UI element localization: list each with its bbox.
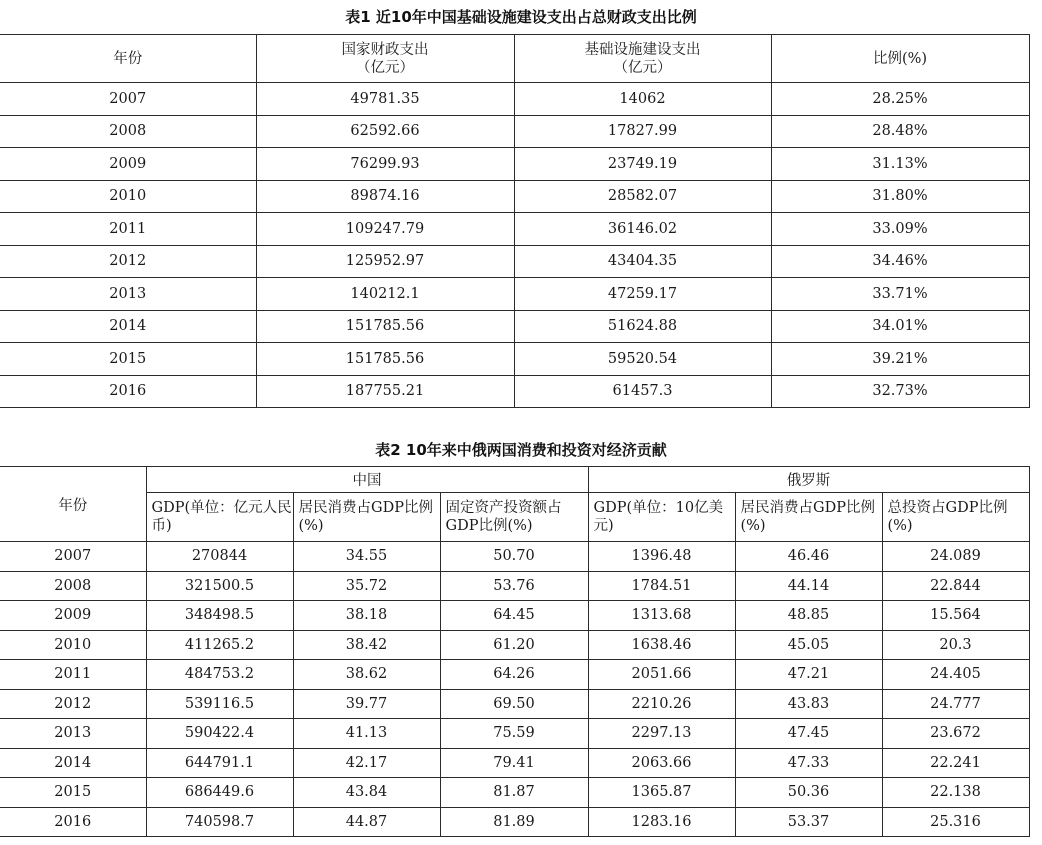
table2-cell-cn-gdp: 740598.7 xyxy=(146,807,293,837)
table2-cell-cn-gdp: 321500.5 xyxy=(146,571,293,601)
table2-cell-cn-gdp: 539116.5 xyxy=(146,689,293,719)
table1-header-fiscal-line1: 国家财政支出 xyxy=(341,41,429,58)
table1-caption: 表1 近10年中国基础设施建设支出占总财政支出比例 xyxy=(345,8,697,26)
table2-cell-ru-consumption: 53.37 xyxy=(735,807,882,837)
table1-cell-year: 2007 xyxy=(0,83,256,116)
table-row xyxy=(0,375,1029,408)
table2-cell-cn-investment: 75.59 xyxy=(440,719,588,749)
table1-cell-ratio: 33.71% xyxy=(771,278,1029,311)
table2-cell-cn-consumption: 42.17 xyxy=(293,748,440,778)
table2-cell-ru-consumption: 50.36 xyxy=(735,778,882,808)
table2-cell-ru-investment: 24.405 xyxy=(882,660,1029,690)
table-row xyxy=(0,245,1029,278)
table2-header-year: 年份 xyxy=(0,467,146,542)
table2-cell-cn-investment: 61.20 xyxy=(440,630,588,660)
table1-cell-fiscal: 151785.56 xyxy=(256,343,514,376)
table1-cell-year: 2016 xyxy=(0,375,256,408)
table2-header-ru-gdp: GDP(单位：10亿美元) xyxy=(588,493,735,542)
table-row xyxy=(0,571,1029,601)
table1-cell-ratio: 34.46% xyxy=(771,245,1029,278)
table2-cell-cn-consumption: 38.42 xyxy=(293,630,440,660)
table2-cell-year: 2008 xyxy=(0,571,146,601)
table1-cell-fiscal: 89874.16 xyxy=(256,180,514,213)
table2-cell-ru-consumption: 43.83 xyxy=(735,689,882,719)
table1-header-fiscal-line2: （亿元） xyxy=(356,59,414,76)
table2-header-china: 中国 xyxy=(146,467,588,493)
table1-header-fiscal xyxy=(256,35,514,83)
table2-cell-cn-gdp: 686449.6 xyxy=(146,778,293,808)
table2-cell-cn-consumption: 41.13 xyxy=(293,719,440,749)
table1-cell-infrastructure: 23749.19 xyxy=(514,148,771,181)
table-row xyxy=(0,115,1029,148)
table2-cell-ru-consumption: 45.05 xyxy=(735,630,882,660)
table1-cell-year: 2013 xyxy=(0,278,256,311)
table2-cell-ru-gdp: 1638.46 xyxy=(588,630,735,660)
table1-cell-year: 2012 xyxy=(0,245,256,278)
table2-cell-ru-gdp: 2051.66 xyxy=(588,660,735,690)
table1-cell-infrastructure: 51624.88 xyxy=(514,310,771,343)
table-row xyxy=(0,180,1029,213)
table2-header-ru-investment: 总投资占GDP比例(%) xyxy=(882,493,1029,542)
table2-cell-cn-gdp: 348498.5 xyxy=(146,601,293,631)
table1-header-year: 年份 xyxy=(0,35,256,83)
table2-cell-cn-consumption: 38.18 xyxy=(293,601,440,631)
table2-cell-cn-gdp: 270844 xyxy=(146,542,293,572)
table2-header-cn-gdp: GDP(单位：亿元人民币) xyxy=(146,493,293,542)
table1-cell-infrastructure: 43404.35 xyxy=(514,245,771,278)
table1-cell-fiscal: 62592.66 xyxy=(256,115,514,148)
table1-cell-fiscal: 76299.93 xyxy=(256,148,514,181)
table-row xyxy=(0,660,1029,690)
table1-cell-ratio: 39.21% xyxy=(771,343,1029,376)
table2-cell-ru-gdp: 1313.68 xyxy=(588,601,735,631)
table2-cell-cn-consumption: 44.87 xyxy=(293,807,440,837)
table2-cell-year: 2012 xyxy=(0,689,146,719)
table-row xyxy=(0,278,1029,311)
table2-cell-cn-investment: 50.70 xyxy=(440,542,588,572)
table2-cell-cn-investment: 69.50 xyxy=(440,689,588,719)
table-row xyxy=(0,719,1029,749)
table2-header-russia: 俄罗斯 xyxy=(588,467,1029,493)
table1-cell-fiscal: 125952.97 xyxy=(256,245,514,278)
table2-caption: 表2 10年来中俄两国消费和投资对经济贡献 xyxy=(375,441,667,459)
table-row xyxy=(0,310,1029,343)
table2-cell-cn-consumption: 38.62 xyxy=(293,660,440,690)
table2-cell-cn-gdp: 644791.1 xyxy=(146,748,293,778)
table2-cell-ru-consumption: 46.46 xyxy=(735,542,882,572)
table1-header-ratio: 比例(%) xyxy=(771,35,1029,83)
table1-header-row xyxy=(0,35,1029,83)
table2-cell-cn-gdp: 484753.2 xyxy=(146,660,293,690)
table2-cell-ru-consumption: 44.14 xyxy=(735,571,882,601)
table-row xyxy=(0,542,1029,572)
table1-cell-ratio: 33.09% xyxy=(771,213,1029,246)
table1-cell-ratio: 31.80% xyxy=(771,180,1029,213)
table-row xyxy=(0,630,1029,660)
table2-cell-ru-investment: 24.777 xyxy=(882,689,1029,719)
table1-cell-year: 2015 xyxy=(0,343,256,376)
table2-cell-cn-consumption: 34.55 xyxy=(293,542,440,572)
table2-cell-ru-gdp: 2210.26 xyxy=(588,689,735,719)
table1-cell-year: 2010 xyxy=(0,180,256,213)
table2-cell-cn-consumption: 35.72 xyxy=(293,571,440,601)
table2-cell-cn-consumption: 43.84 xyxy=(293,778,440,808)
table1-cell-fiscal: 140212.1 xyxy=(256,278,514,311)
table1-cell-ratio: 28.25% xyxy=(771,83,1029,116)
table1-cell-infrastructure: 36146.02 xyxy=(514,213,771,246)
table2-cell-ru-gdp: 2297.13 xyxy=(588,719,735,749)
table2-cell-year: 2007 xyxy=(0,542,146,572)
table2-cell-cn-investment: 81.89 xyxy=(440,807,588,837)
table1-header-infra-line2: （亿元） xyxy=(613,59,672,76)
table-row xyxy=(0,343,1029,376)
table2-cell-cn-investment: 64.26 xyxy=(440,660,588,690)
table2-cell-year: 2009 xyxy=(0,601,146,631)
table2-cell-cn-gdp: 411265.2 xyxy=(146,630,293,660)
table2-cell-ru-consumption: 48.85 xyxy=(735,601,882,631)
table2-subheader-row xyxy=(0,493,1029,542)
table-row xyxy=(0,778,1029,808)
table1-cell-infrastructure: 61457.3 xyxy=(514,375,771,408)
table1-cell-ratio: 28.48% xyxy=(771,115,1029,148)
table2-cell-cn-gdp: 590422.4 xyxy=(146,719,293,749)
table2-cell-year: 2010 xyxy=(0,630,146,660)
table1-cell-year: 2014 xyxy=(0,310,256,343)
table1-cell-infrastructure: 47259.17 xyxy=(514,278,771,311)
table2-cell-year: 2015 xyxy=(0,778,146,808)
table-row xyxy=(0,83,1029,116)
table2-cell-ru-investment: 22.138 xyxy=(882,778,1029,808)
table1-header-infra-line1: 基础设施建设支出 xyxy=(584,41,701,58)
table2-cell-cn-investment: 81.87 xyxy=(440,778,588,808)
table2-cell-ru-investment: 15.564 xyxy=(882,601,1029,631)
table1-cell-fiscal: 109247.79 xyxy=(256,213,514,246)
table2-group-header-row xyxy=(0,467,1029,493)
table1-cell-infrastructure: 28582.07 xyxy=(514,180,771,213)
table2-cell-ru-investment: 25.316 xyxy=(882,807,1029,837)
table1-cell-fiscal: 49781.35 xyxy=(256,83,514,116)
table-row xyxy=(0,689,1029,719)
table2-cell-cn-investment: 64.45 xyxy=(440,601,588,631)
table1-cell-year: 2009 xyxy=(0,148,256,181)
table-row xyxy=(0,601,1029,631)
table-row xyxy=(0,148,1029,181)
table2-header-cn-consumption: 居民消费占GDP比例(%) xyxy=(293,493,440,542)
table1-cell-ratio: 31.13% xyxy=(771,148,1029,181)
table2-cell-ru-gdp: 1784.51 xyxy=(588,571,735,601)
table2-cell-year: 2013 xyxy=(0,719,146,749)
table1-cell-year: 2008 xyxy=(0,115,256,148)
table-row xyxy=(0,807,1029,837)
table2-cell-ru-gdp: 1283.16 xyxy=(588,807,735,837)
table2-cell-ru-consumption: 47.45 xyxy=(735,719,882,749)
table2-header-ru-consumption: 居民消费占GDP比例(%) xyxy=(735,493,882,542)
table2-cell-ru-gdp: 1396.48 xyxy=(588,542,735,572)
table2-cell-year: 2014 xyxy=(0,748,146,778)
table2-cell-ru-consumption: 47.21 xyxy=(735,660,882,690)
table1-cell-fiscal: 187755.21 xyxy=(256,375,514,408)
table2-cell-ru-gdp: 1365.87 xyxy=(588,778,735,808)
table2-cell-ru-investment: 22.241 xyxy=(882,748,1029,778)
china-russia-economy-table xyxy=(0,466,1030,837)
table2-cell-cn-investment: 53.76 xyxy=(440,571,588,601)
table2-cell-cn-consumption: 39.77 xyxy=(293,689,440,719)
table1-cell-infrastructure: 14062 xyxy=(514,83,771,116)
infrastructure-spending-table xyxy=(0,34,1030,408)
table2-cell-ru-investment: 23.672 xyxy=(882,719,1029,749)
table-row xyxy=(0,748,1029,778)
table2-cell-ru-consumption: 47.33 xyxy=(735,748,882,778)
table2-cell-ru-gdp: 2063.66 xyxy=(588,748,735,778)
table1-cell-infrastructure: 59520.54 xyxy=(514,343,771,376)
table2-cell-ru-investment: 24.089 xyxy=(882,542,1029,572)
table1-cell-ratio: 34.01% xyxy=(771,310,1029,343)
table1-cell-infrastructure: 17827.99 xyxy=(514,115,771,148)
table1-cell-year: 2011 xyxy=(0,213,256,246)
table2-header-cn-investment: 固定资产投资额占GDP比例(%) xyxy=(440,493,588,542)
table2-cell-year: 2011 xyxy=(0,660,146,690)
table2-cell-year: 2016 xyxy=(0,807,146,837)
table2-cell-ru-investment: 22.844 xyxy=(882,571,1029,601)
table1-cell-fiscal: 151785.56 xyxy=(256,310,514,343)
table1-header-infrastructure xyxy=(514,35,771,83)
table2-cell-ru-investment: 20.3 xyxy=(882,630,1029,660)
table1-cell-ratio: 32.73% xyxy=(771,375,1029,408)
table-row xyxy=(0,213,1029,246)
table2-cell-cn-investment: 79.41 xyxy=(440,748,588,778)
